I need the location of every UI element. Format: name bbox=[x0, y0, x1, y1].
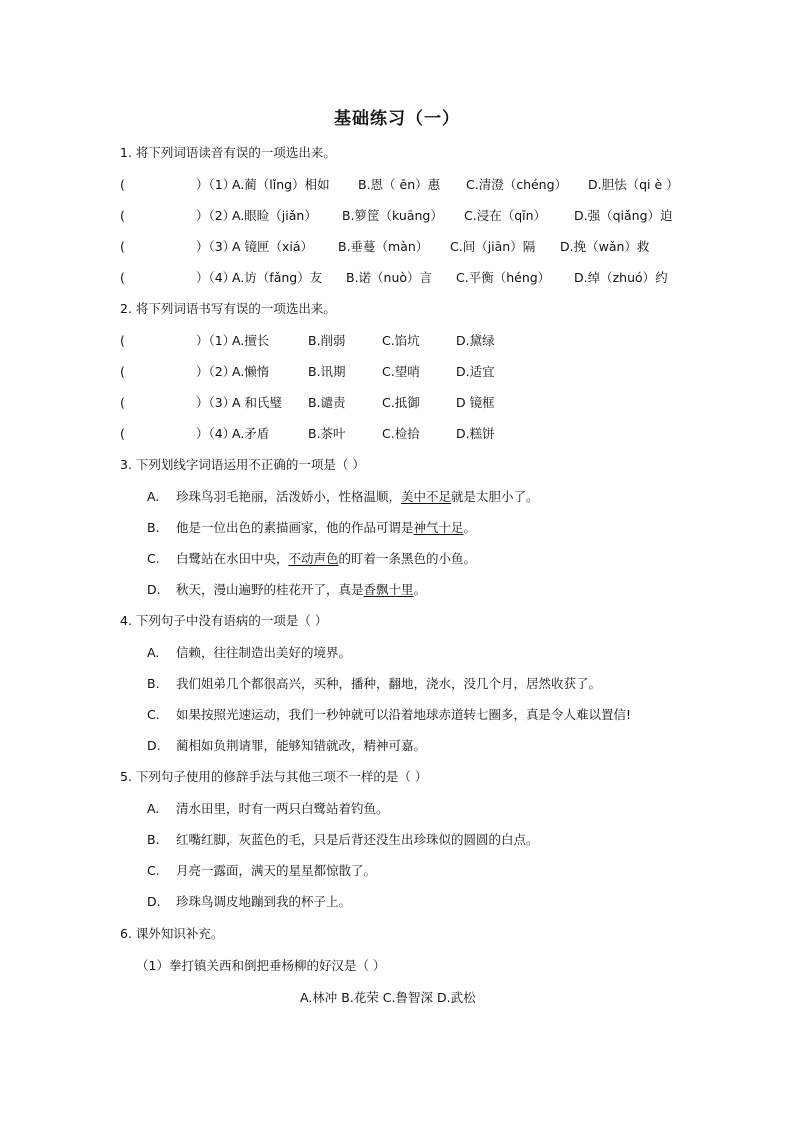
option-letter: D. bbox=[147, 582, 161, 597]
row-number: ）（4） bbox=[196, 426, 236, 441]
underlined-phrase: 美中不足 bbox=[401, 489, 452, 504]
question-2-stem: 2. 将下列词语书写有误的一项选出来。 bbox=[120, 301, 336, 316]
option-c: C.浸在（qīn） bbox=[464, 208, 547, 223]
option-c: C.平衡（héng） bbox=[456, 270, 551, 285]
option-letter: D. bbox=[147, 894, 161, 909]
option-letter: A. bbox=[147, 645, 160, 660]
option-a: A.访（fǎng）友 bbox=[232, 270, 323, 285]
option-c: C.望哨 bbox=[382, 364, 420, 379]
answer-paren[interactable]: ( bbox=[120, 239, 125, 254]
option-d: D.强（qiǎng）迫 bbox=[574, 208, 673, 223]
option-text: 红嘴红脚，灰蓝色的毛，只是后背还没生出珍珠似的圆圆的白点。 bbox=[176, 832, 539, 847]
option-a: A 镜匣（xiá） bbox=[232, 239, 314, 254]
question-3-stem: 3. 下列划线字词语运用不正确的一项是（ ） bbox=[120, 457, 365, 472]
option-d: D.适宜 bbox=[456, 364, 495, 379]
option-text: 秋天，漫山遍野的桂花开了，真是香飘十里。 bbox=[176, 582, 427, 597]
option-d: D 镜框 bbox=[456, 395, 495, 410]
option-letter: A. bbox=[147, 489, 160, 504]
option-letter: A. bbox=[147, 801, 160, 816]
option-b: B.削弱 bbox=[308, 333, 346, 348]
option-text: 珍珠鸟调皮地蹦到我的杯子上。 bbox=[176, 894, 352, 909]
option-d: D.绰（zhuó）约 bbox=[574, 270, 668, 285]
option-letter: B. bbox=[147, 832, 160, 847]
answer-paren[interactable]: ( bbox=[120, 208, 125, 223]
question-6-choices: A.林冲 B.花荣 C.鲁智深 D.武松 bbox=[300, 990, 476, 1005]
option-letter: B. bbox=[147, 676, 160, 691]
row-number: ）（3） bbox=[196, 239, 236, 254]
option-a: A.蔺（lǐng）相如 bbox=[232, 177, 330, 192]
question-6-sub-1: （1）拳打镇关西和倒把垂杨柳的好汉是（ ） bbox=[136, 958, 386, 973]
option-d: D.糕饼 bbox=[456, 426, 495, 441]
option-text: 如果按照光速运动，我们一秒钟就可以沿着地球赤道转七圈多，真是令人难以置信! bbox=[176, 707, 632, 722]
option-c: C.间（jiān）隔 bbox=[450, 239, 536, 254]
option-letter: C. bbox=[147, 707, 160, 722]
option-text: 我们姐弟几个都很高兴，买种，播种，翻地，浇水，没几个月，居然收获了。 bbox=[176, 676, 602, 691]
option-a: A.矛盾 bbox=[232, 426, 270, 441]
question-1-stem: 1. 将下列词语读音有误的一项选出来。 bbox=[120, 145, 336, 160]
option-text: 月亮一露面，满天的星星都惊散了。 bbox=[176, 863, 377, 878]
question-4-stem: 4. 下列句子中没有语病的一项是（ ） bbox=[120, 613, 328, 628]
option-letter: D. bbox=[147, 738, 161, 753]
underlined-phrase: 神气十足 bbox=[413, 520, 464, 535]
row-number: ）（2） bbox=[196, 208, 236, 223]
answer-paren[interactable]: ( bbox=[120, 333, 125, 348]
option-d: D.黛绿 bbox=[456, 333, 495, 348]
option-text: 信赖，往往制造出美好的境界。 bbox=[176, 645, 352, 660]
option-text: 珍珠鸟羽毛艳丽，活泼娇小，性格温顺，美中不足就是太胆小了。 bbox=[176, 489, 539, 504]
question-6-stem: 6. 课外知识补充。 bbox=[120, 926, 224, 941]
answer-paren[interactable]: ( bbox=[120, 364, 125, 379]
option-b: B.讯期 bbox=[308, 364, 346, 379]
row-number: ）（2） bbox=[196, 364, 236, 379]
page-title: 基础练习（一） bbox=[334, 109, 460, 129]
option-a: A.眼睑（jiǎn） bbox=[232, 208, 317, 223]
option-c: C.馅坑 bbox=[382, 333, 420, 348]
answer-paren[interactable]: ( bbox=[120, 270, 125, 285]
option-b: B.箩筐（kuāng） bbox=[342, 208, 443, 223]
option-letter: C. bbox=[147, 551, 160, 566]
option-letter: B. bbox=[147, 520, 160, 535]
row-number: ）（4） bbox=[196, 270, 236, 285]
option-letter: C. bbox=[147, 863, 160, 878]
underlined-phrase: 香飘十里 bbox=[363, 582, 414, 597]
option-b: B.谴责 bbox=[308, 395, 346, 410]
option-b: B.垂蔓（màn） bbox=[338, 239, 429, 254]
option-b: B.茶叶 bbox=[308, 426, 346, 441]
option-text: 白鹭站在水田中央，不动声色的盯着一条黑色的小鱼。 bbox=[176, 551, 477, 566]
option-d: D.胆怯（qi è ） bbox=[588, 177, 679, 192]
answer-paren[interactable]: ( bbox=[120, 177, 125, 192]
answer-paren[interactable]: ( bbox=[120, 395, 125, 410]
option-c: C.抵御 bbox=[382, 395, 420, 410]
option-c: C.检拾 bbox=[382, 426, 420, 441]
option-text: 他是一位出色的素描画家，他的作品可谓是神气十足。 bbox=[176, 520, 477, 535]
option-a: A.擅长 bbox=[232, 333, 270, 348]
row-number: ）（1） bbox=[196, 177, 236, 192]
answer-paren[interactable]: ( bbox=[120, 426, 125, 441]
option-a: A 和氏璧 bbox=[232, 395, 283, 410]
option-a: A.懒惰 bbox=[232, 364, 270, 379]
row-number: ）（1） bbox=[196, 333, 236, 348]
option-b: B.恩（ ēn）惠 bbox=[358, 177, 441, 192]
option-text: 清水田里，时有一两只白鹭站着钓鱼。 bbox=[176, 801, 389, 816]
option-b: B.诺（nuò）言 bbox=[346, 270, 433, 285]
option-d: D.挽（wǎn）救 bbox=[560, 239, 650, 254]
option-c: C.清澄（chéng） bbox=[466, 177, 568, 192]
underlined-phrase: 不动声色 bbox=[288, 551, 339, 566]
question-5-stem: 5. 下列句子使用的修辞手法与其他三项不一样的是（ ） bbox=[120, 769, 428, 784]
row-number: ）（3） bbox=[196, 395, 236, 410]
option-text: 蔺相如负荆请罪，能够知错就改，精神可嘉。 bbox=[176, 738, 427, 753]
